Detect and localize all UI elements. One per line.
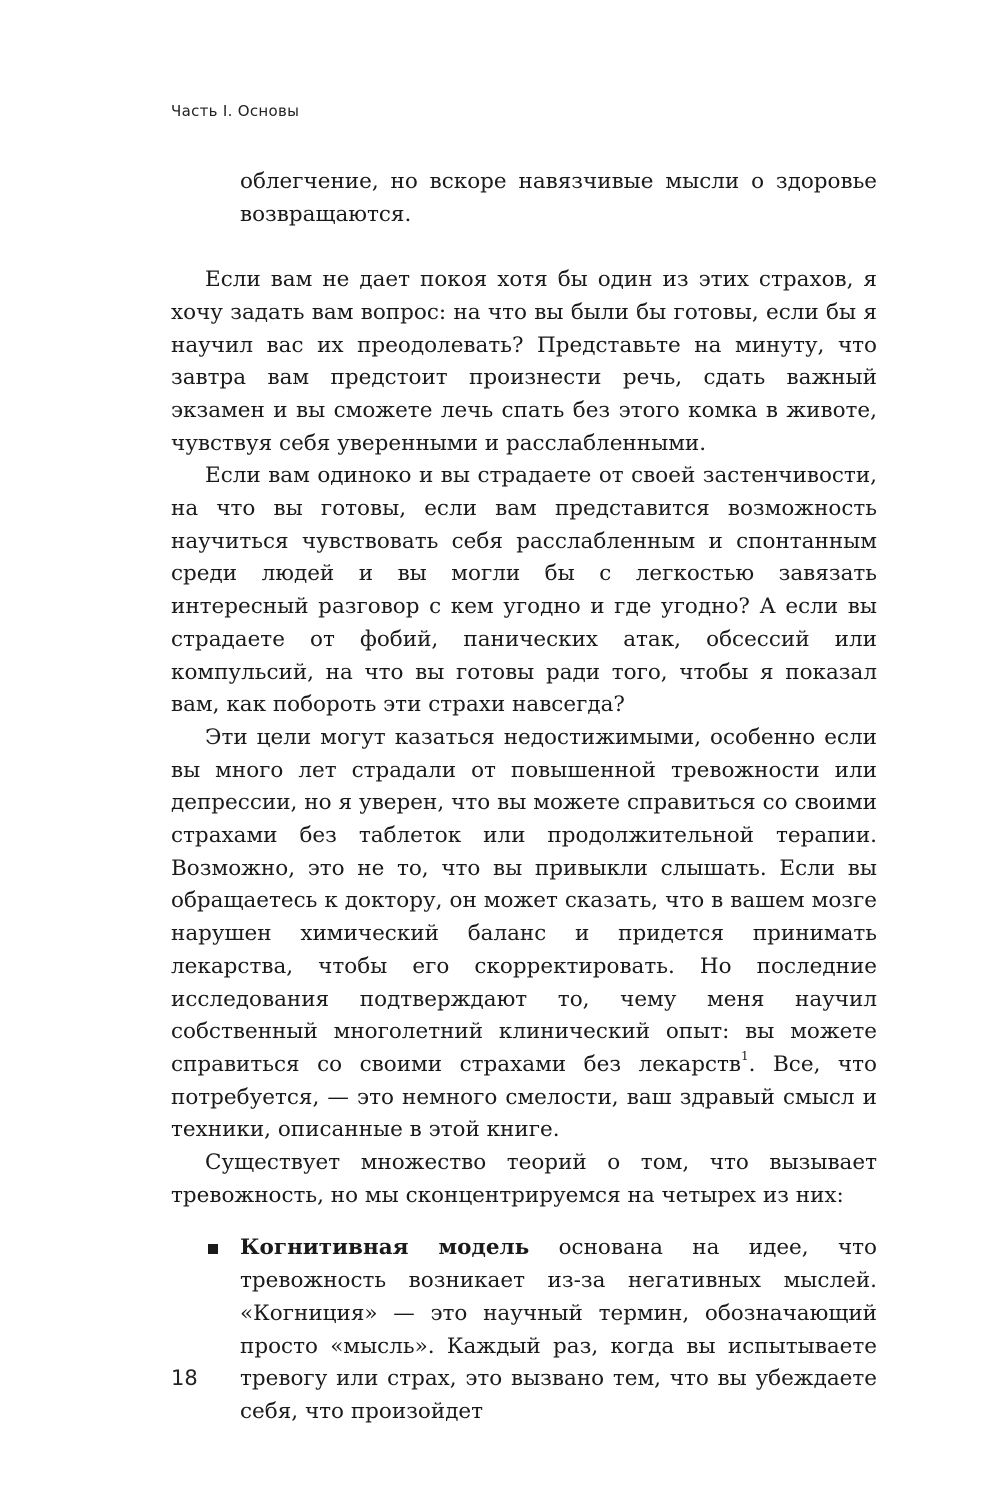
list-item bbox=[171, 1232, 877, 1428]
paragraph-fears-question: Если вам не дает покоя хотя бы один из этих страхов, я хочу задать вам вопрос: на что вы были бы готовы, если бы я научил вас их преодолевать? Представьте на минуту, что завтра вам предстоит произнести речь, сдать важный экзамен и вы сможете лечь спать без этого комка в животе, чувствуя себя уверенными и расслабленными. bbox=[171, 267, 877, 456]
square-bullet-icon bbox=[208, 1244, 218, 1254]
bullet-term: Когнитивная модель bbox=[240, 1235, 530, 1261]
paragraph-goals-text: Эти цели могут казаться недостижимыми, особенно если вы много лет страдали от повышенной тревожности или депрессии, но я уверен, что вы можете справиться со своими страхами без таблеток или продолжительной терапии. Возможно, это не то, что вы привыкли слышать. Если вы обращаетесь к доктору, он может сказать, что в вашем мозге нарушен химический баланс и придется принимать лекарства, чтобы его скорректировать. Но последние исследования подтверждают то, чему меня научил собственный многолетний клинический опыт: вы можете справиться со своими страхами без лекарств bbox=[171, 724, 877, 1077]
theories-list bbox=[171, 1232, 877, 1428]
paragraph-goals-tail: . Все, что потребуется, — это немного смелости, ваш здравый смысл и техники, описанные в этой книге. bbox=[171, 1051, 877, 1143]
page-body bbox=[171, 166, 877, 1429]
paragraph-goals bbox=[171, 722, 877, 1147]
bullet-text: основана на идее, что тревожность возникает из-за негативных мыслей. «Когниция» — это научный термин, обозначающий просто «мысль». Каждый раз, когда вы испытываете тревогу или страх, это вызвано тем, что вы убеждаете себя, что произойдет bbox=[240, 1235, 877, 1424]
paragraph-theories: Существует множество теорий о том, что вызывает тревожность, но мы сконцентрируемся на четырех из них: bbox=[171, 1150, 877, 1208]
paragraph-shyness: Если вам одиноко и вы страдаете от своей застенчивости, на что вы готовы, если вам представится возможность научиться чувствовать себя расслабленным и спонтанным среди людей и вы могли бы с легкостью завязать интересный разговор с кем угодно и где угодно? А если вы страдаете от фобий, панических атак, обсессий или компульсий, на что вы готовы ради того, чтобы я показал вам, как побороть эти страхи навсегда? bbox=[171, 463, 877, 718]
section-gap bbox=[171, 231, 877, 264]
footnote-marker[interactable]: 1 bbox=[741, 1048, 749, 1063]
running-header: Часть I. Основы bbox=[171, 102, 300, 120]
continuation-paragraph: облегчение, но вскоре навязчивые мысли о здоровье возвращаются. bbox=[240, 169, 877, 227]
page-number: 18 bbox=[171, 1366, 198, 1390]
